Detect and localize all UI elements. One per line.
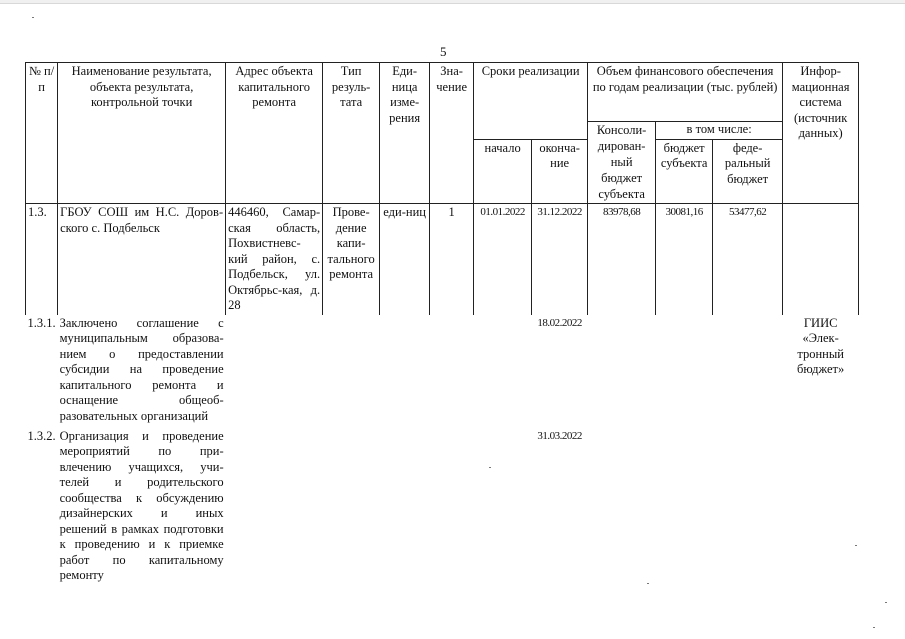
row-consolidated: 83978,68	[588, 204, 656, 315]
header-including: в том числе:	[656, 122, 783, 140]
row-subject-budget	[656, 315, 713, 428]
header-federal-budget: феде-ральный бюджет	[713, 139, 783, 203]
row-consolidated	[588, 428, 656, 598]
table-row	[26, 428, 859, 598]
row-unit	[380, 428, 430, 598]
report-table	[25, 62, 859, 598]
row-value	[430, 315, 474, 428]
row-federal-budget	[713, 428, 783, 598]
row-address	[226, 315, 323, 428]
row-federal-budget	[713, 315, 783, 428]
row-address: 446460, Самар-ская область, Похвистневс-кий район, с. Подбельск, ул. Октябрьс-кая, д. 28	[226, 204, 323, 315]
row-num: 1.3.1.	[27, 315, 56, 330]
scan-line	[0, 3, 905, 4]
header-terms: Сроки реализации	[474, 63, 588, 140]
header-funding: Объем финансового обеспечения по годам реализации (тыс. рублей)	[588, 63, 783, 122]
header-end: оконча-ние	[532, 139, 588, 203]
row-value: 1	[430, 204, 474, 315]
row-end: 31.03.2022	[537, 429, 582, 442]
row-info-system	[783, 428, 859, 598]
header-row-top	[26, 63, 859, 122]
scan-speck	[647, 583, 649, 584]
scan-speck	[885, 602, 887, 603]
header-num: № п/п	[26, 63, 58, 204]
header-start: начало	[474, 139, 532, 203]
header-address: Адрес объекта капитального ремонта	[226, 63, 323, 204]
row-num: 1.3.	[26, 204, 58, 315]
row-value	[430, 428, 474, 598]
row-info-system	[783, 204, 859, 315]
row-unit: еди-ниц	[380, 204, 430, 315]
header-unit: Еди-ница изме-рения	[380, 63, 430, 204]
header-info-system: Инфор-мационная система (источник данных)	[783, 63, 859, 204]
row-type: Прове-дение капи-тального ремонта	[323, 204, 380, 315]
header-subject-budget: бюджет субъекта	[656, 139, 713, 203]
page-number: 5	[440, 44, 447, 59]
header-value: Зна-чение	[430, 63, 474, 204]
row-start: 01.01.2022	[474, 204, 532, 315]
row-num: 1.3.2.	[27, 428, 56, 443]
scan-speck	[32, 17, 34, 18]
row-unit	[380, 315, 430, 428]
scan-speck	[489, 467, 491, 468]
row-name: Организация и проведение мероприятий по при-влечению учащихся, учи-телей и родительского сообщества к обсуждению дизайнерских и иных решений в рамках подготовки к проведению и к приемке работ по капитальному ремонту	[59, 428, 224, 582]
row-consolidated	[588, 315, 656, 428]
row-subject-budget	[656, 428, 713, 598]
header-consolidated: Консоли-дирован-ный бюджет субъекта	[588, 122, 656, 204]
report-table-wrapper	[25, 62, 859, 598]
row-type	[323, 428, 380, 598]
row-type	[323, 315, 380, 428]
row-end: 18.02.2022	[537, 316, 582, 329]
scan-speck	[873, 627, 875, 628]
row-info-system: ГИИС «Элек-тронный бюджет»	[797, 315, 845, 376]
row-start	[474, 315, 532, 428]
header-name: Наименование результата, объекта результата, контрольной точки	[58, 63, 226, 204]
row-start	[474, 428, 532, 598]
row-name: Заключено соглашение с муниципальным образова-нием о предоставлении субсидии на проведение капитального ремонта и оснащение общеоб-разовательных организаций	[59, 315, 224, 423]
row-federal-budget: 53477,62	[713, 204, 783, 315]
row-subject-budget: 30081,16	[656, 204, 713, 315]
header-type: Тип резуль-тата	[323, 63, 380, 204]
row-end: 31.12.2022	[532, 204, 588, 315]
row-name: ГБОУ СОШ им Н.С. Доров-ского с. Подбельск	[58, 204, 226, 315]
table-row	[26, 315, 859, 428]
table-row	[26, 204, 859, 315]
scan-speck	[855, 545, 857, 546]
row-address	[226, 428, 323, 598]
